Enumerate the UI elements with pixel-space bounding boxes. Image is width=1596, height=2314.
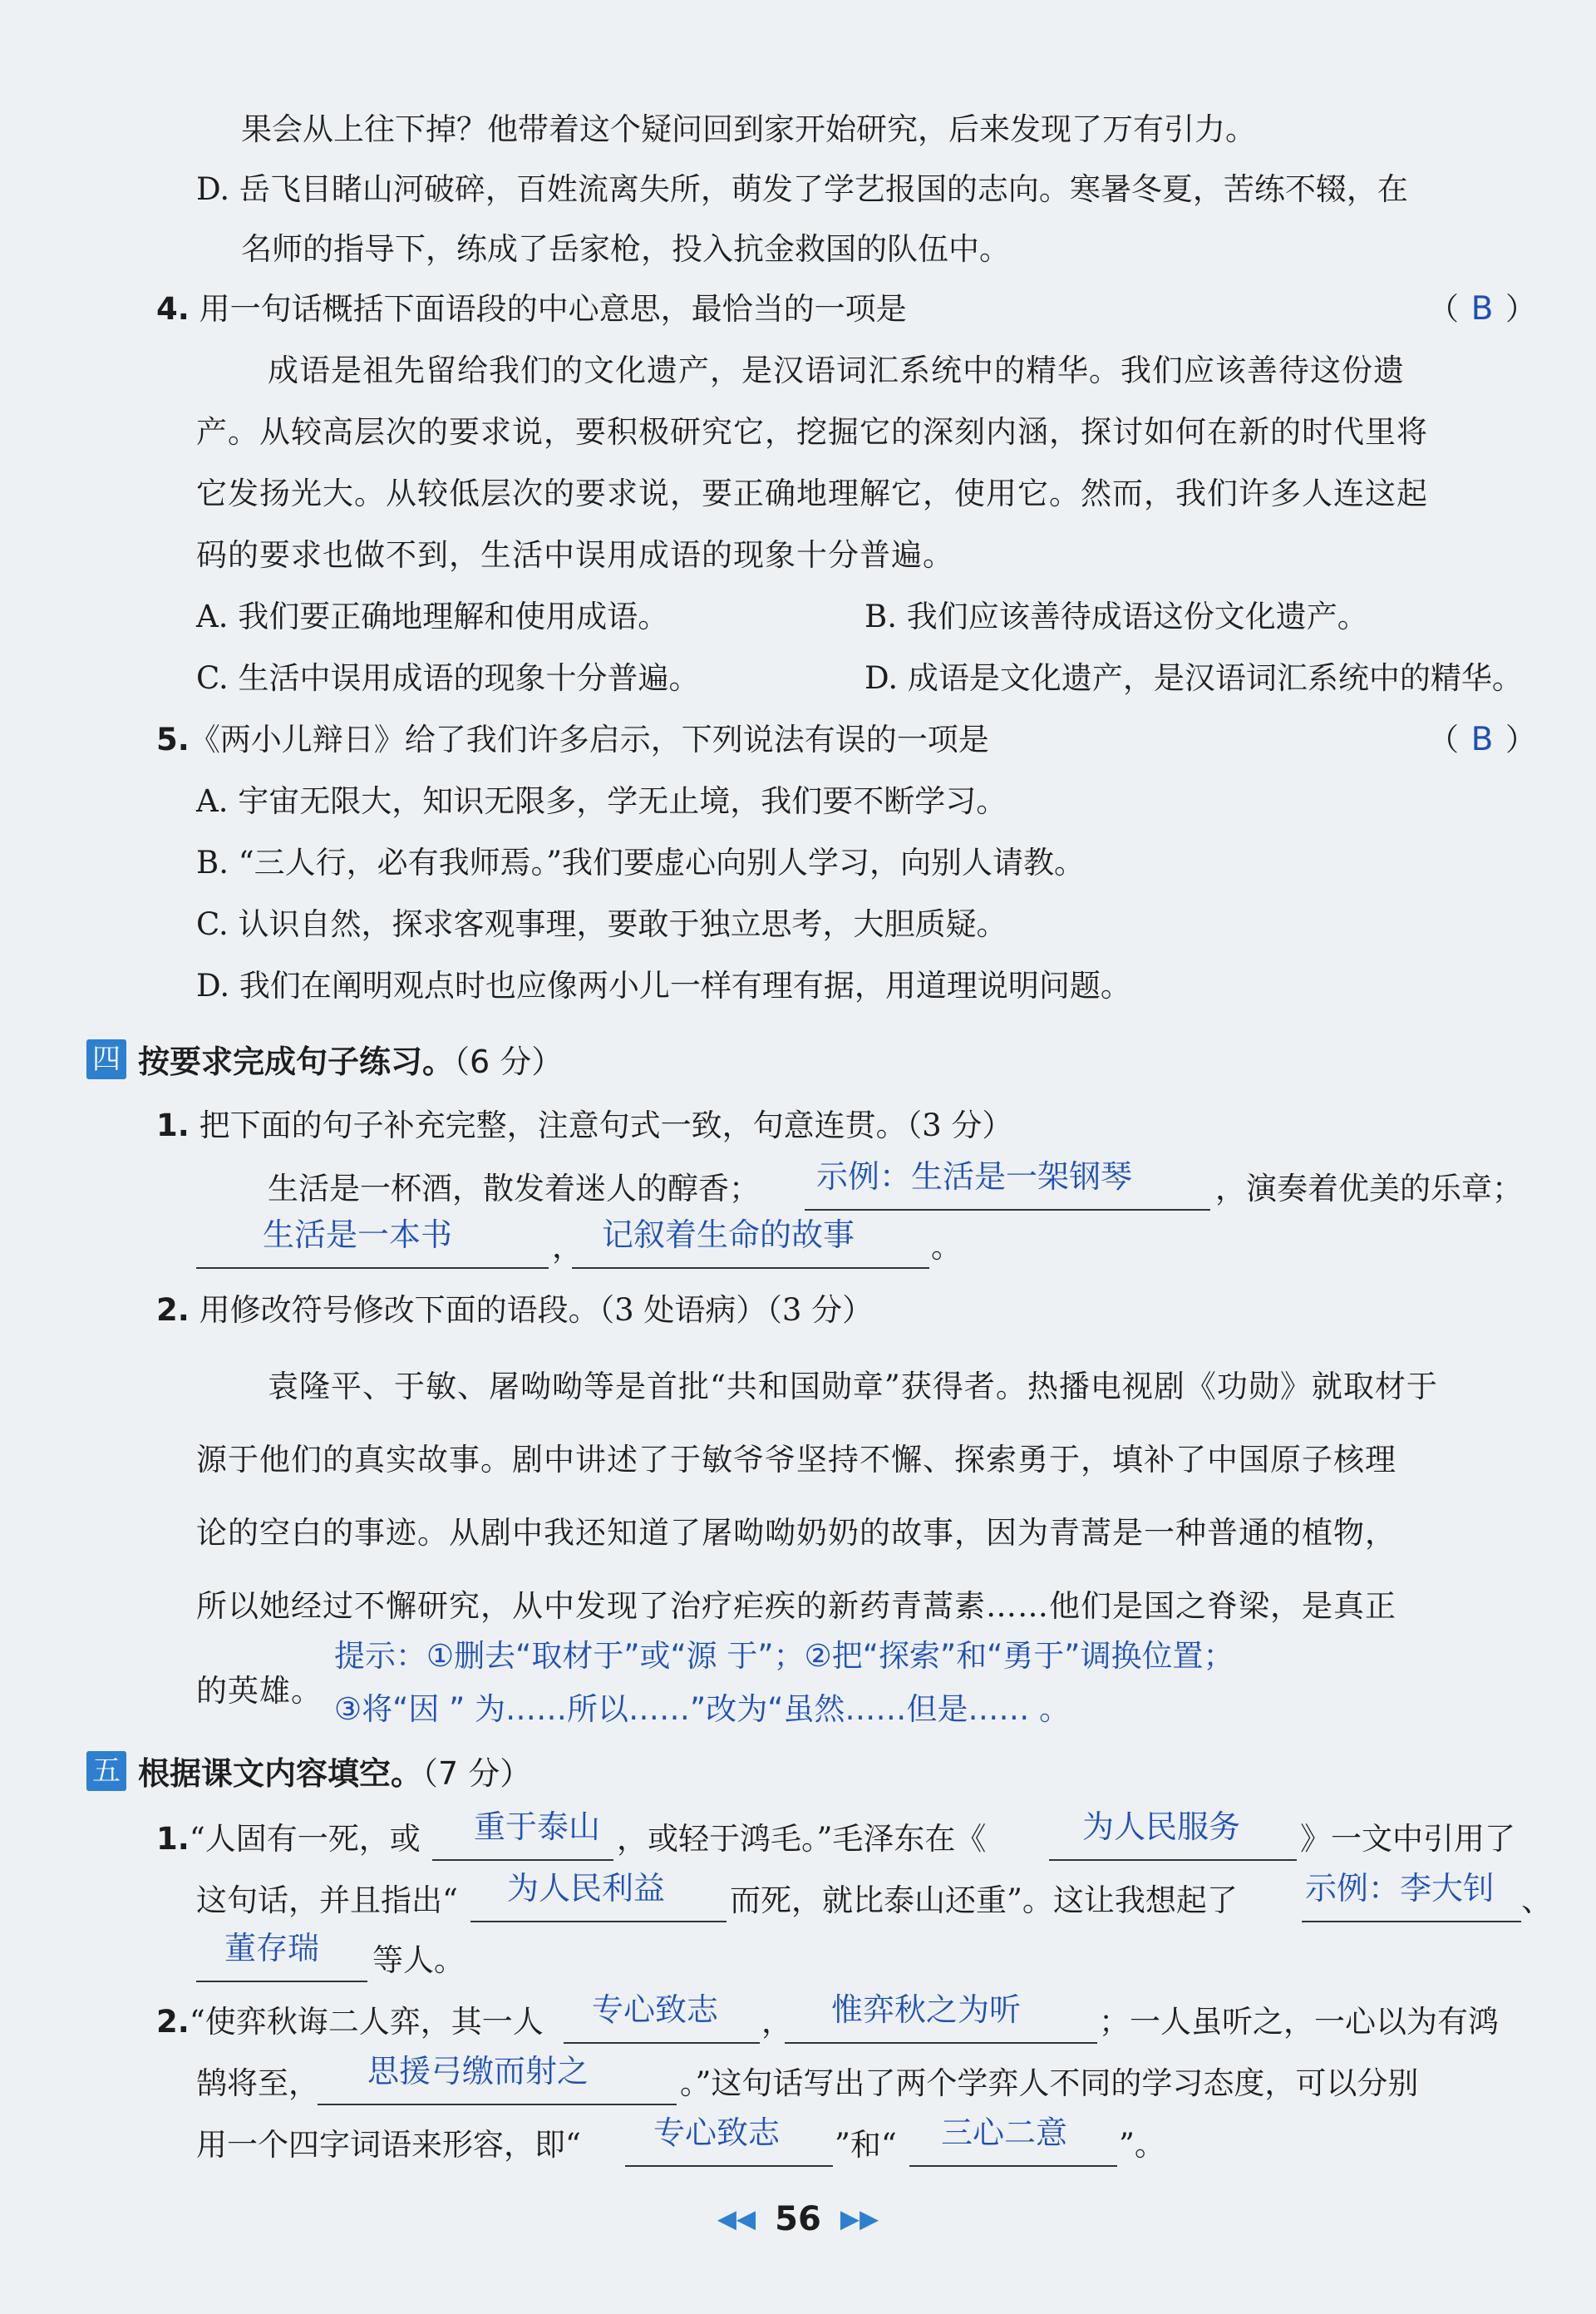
s4-q2-passage: 所以她经过不懈研究，从中发现了治疗疟疾的新药青蒿素……他们是国之脊梁，是真正 [196, 1588, 1396, 1624]
prev-page-icon: ◀◀ [717, 2204, 756, 2234]
s5-q1-blank-4 [1302, 1921, 1521, 1922]
s5-q2-part-6: 用一个四字词语来形容，即“ [196, 2127, 581, 2163]
s4-q1-answer-3: 记叙着生命的故事 [602, 1216, 855, 1253]
q5-answer-paren: （ B ） [1428, 717, 1536, 763]
q4-option-a: A. 我们要正确地理解和使用成语。 [196, 599, 669, 634]
s5-q2-blank-1 [564, 2042, 760, 2044]
s5-q2-answer-1: 专心致志 [592, 1991, 719, 2028]
section-4-header [86, 1036, 563, 1082]
s5-q1-blank-2 [1049, 1859, 1297, 1861]
s5-q1-answer-1: 重于泰山 [474, 1808, 601, 1845]
s4-q2-passage: 论的空白的事迹。从剧中我还知道了屠呦呦奶奶的故事，因为青蒿是一种普通的植物， [196, 1515, 1396, 1551]
q4-passage-line: 它发扬光大。从较低层次的要求说，要正确地理解它，使用它。然而，我们许多人连这起 [196, 476, 1428, 511]
q4-passage-line: 成语是祖先留给我们的文化遗产，是汉语词汇系统中的精华。我们应该善待这份遗 [268, 353, 1405, 388]
s5-q2-blank-4 [625, 2165, 833, 2167]
s5-q2-part-5: 。”这句话写出了两个学弈人不同的学习态度，可以分别 [680, 2065, 1419, 2101]
q5-option-c: C. 认识自然，探求客观事理，要敢于独立思考，大胆质疑。 [196, 906, 1007, 942]
q4-answer: B [1470, 290, 1494, 328]
s5-q2-part-7: ”和“ [835, 2127, 897, 2163]
s5-q2-blank-3 [318, 2104, 677, 2105]
s5-q1-blank-5 [196, 1981, 367, 1982]
s4-q2-hint-1: 提示：①删去“取材于”或“源 于”；②把“探索”和“勇于”调换位置； [334, 1638, 1234, 1674]
s5-q1-blank-3 [470, 1921, 727, 1922]
s5-q1-answer-5: 董存瑞 [224, 1930, 320, 1966]
s5-q1-answer-3: 为人民利益 [507, 1870, 666, 1907]
page-number: 56 [775, 2200, 821, 2238]
s5-q1-part-2: ，或轻于鸿毛。”毛泽东在《 [617, 1821, 987, 1857]
s4-q2-stem: 2. 用修改符号修改下面的语段。（3 处语病）（3 分） [156, 1292, 874, 1328]
s5-q1-part-1: 1.“人固有一死，或 [156, 1821, 421, 1857]
option-d-prev-cont: 名师的指导下，练成了岳家枪，投入抗金救国的队伍中。 [241, 231, 1010, 267]
s4-q1-answer-1: 示例：生活是一架钢琴 [816, 1158, 1133, 1195]
q5-answer: B [1470, 721, 1494, 758]
s4-q1-comma: ， [552, 1229, 583, 1265]
s5-q1-blank-1 [432, 1859, 613, 1861]
s5-q2-answer-2: 惟弈秋之为听 [831, 1991, 1022, 2028]
section-5-title: 根据课文内容填空。 [138, 1755, 423, 1792]
s5-q1-part-6: 、 [1521, 1882, 1552, 1918]
s4-q1-blank-2 [196, 1267, 549, 1269]
q5-option-a: A. 宇宙无限大，知识无限多，学无止境，我们要不断学习。 [196, 783, 1007, 819]
q4-option-b: B. 我们应该善待成语这份文化遗产。 [864, 599, 1368, 634]
next-page-icon: ▶▶ [840, 2204, 879, 2234]
s5-q1-answer-4: 示例：李大钊 [1305, 1870, 1495, 1907]
q5-stem: 5.《两小儿辩日》给了我们许多启示，下列说法有误的一项是 [156, 722, 989, 757]
s4-q1-blank-3 [572, 1267, 929, 1269]
s4-q1-end: 。 [931, 1229, 962, 1265]
section-4-title: 按要求完成句子练习。 [138, 1044, 455, 1080]
s4-q2-passage: 的英雄。 [196, 1673, 323, 1709]
s5-q2-part-4: 鹄将至， [196, 2065, 319, 2101]
section-4-badge: 四 [86, 1039, 126, 1079]
s4-q1-stem: 1. 把下面的句子补充完整，注意句式一致，句意连贯。（3 分） [156, 1108, 1013, 1143]
s4-q2-passage: 袁隆平、于敏、屠呦呦等是首批“共和国勋章”获得者。热播电视剧《功勋》就取材于 [268, 1369, 1438, 1404]
q4-passage-line: 码的要求也做不到，生活中误用成语的现象十分普遍。 [196, 537, 954, 573]
s4-q2-hint-2: ③将“因 ” 为……所以……”改为“虽然……但是…… 。 [334, 1691, 1071, 1727]
q4-option-c: C. 生活中误用成语的现象十分普遍。 [196, 660, 700, 696]
q5-option-d: D. 我们在阐明观点时也应像两小儿一样有理有据，用道理说明问题。 [196, 968, 1131, 1004]
s5-q1-part-5: 而死，就比泰山还重”。这让我想起了 [730, 1882, 1238, 1918]
s4-q1-blank-1 [805, 1209, 1210, 1211]
page-footer [0, 2200, 1596, 2238]
q4-answer-paren: （ B ） [1428, 286, 1536, 333]
q4-passage-line: 产。从较高层次的要求说，要积极研究它，挖掘它的深刻内涵，探讨如何在新的时代里将 [196, 414, 1428, 450]
q5-option-b: B. “三人行，必有我师焉。”我们要虚心向别人学习，向别人请教。 [196, 845, 1086, 881]
s5-q2-part-2: ， [761, 2004, 792, 2040]
s4-q1-prefix: 生活是一杯酒，散发着迷人的醇香； [268, 1171, 760, 1206]
s4-q1-answer-2: 生活是一本书 [263, 1216, 453, 1253]
s5-q2-answer-5: 三心二意 [941, 2114, 1068, 2151]
s5-q2-part-1: 2.“使弈秋诲二人弈，其一人 [156, 2004, 544, 2040]
s5-q2-blank-5 [909, 2165, 1117, 2167]
section-5-header [86, 1748, 531, 1793]
s5-q2-part-3: ；一人虽听之，一心以为有鸿 [1099, 2004, 1499, 2040]
s5-q2-blank-2 [785, 2042, 1097, 2044]
section-4-score: （6 分） [454, 1044, 564, 1080]
s5-q1-answer-2: 为人民服务 [1082, 1808, 1241, 1845]
s5-q2-part-8: ”。 [1119, 2127, 1165, 2163]
s5-q2-answer-4: 专心致志 [653, 2114, 781, 2151]
section-5-score: （7 分） [422, 1755, 532, 1792]
section-5-badge: 五 [86, 1751, 126, 1791]
s5-q1-part-3: 》一文中引用了 [1300, 1821, 1515, 1857]
q4-stem: 4. 用一句话概括下面语段的中心意思，最恰当的一项是 [156, 291, 907, 327]
q4-option-d: D. 成语是文化遗产，是汉语词汇系统中的精华。 [864, 660, 1523, 696]
s5-q1-part-4: 这句话，并且指出“ [196, 1882, 458, 1918]
option-d-prev: D. 岳飞目睹山河破碎，百姓流离失所，萌发了学艺报国的志向。寒暑冬夏，苦练不辍，在 [196, 171, 1408, 207]
s5-q1-part-7: 等人。 [372, 1942, 465, 1978]
continued-text: 果会从上往下掉？他带着这个疑问回到家开始研究，后来发现了万有引力。 [241, 111, 1256, 147]
s4-q1-suffix: ，演奏着优美的乐章； [1215, 1171, 1523, 1206]
s5-q2-answer-3: 思援弓缴而射之 [367, 2053, 589, 2090]
s4-q2-passage: 源于他们的真实故事。剧中讲述了于敏爷爷坚持不懈、探索勇于，填补了中国原子核理 [196, 1442, 1396, 1478]
